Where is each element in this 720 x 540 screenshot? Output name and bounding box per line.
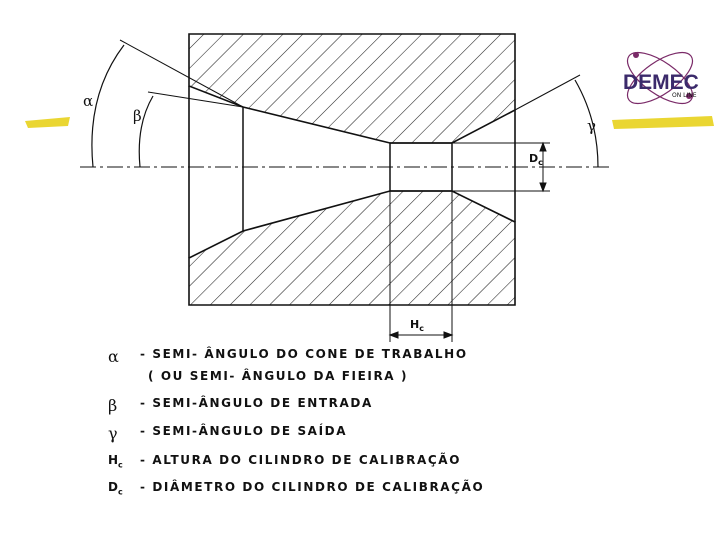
logo-name: DEMEC: [623, 71, 699, 94]
legend-text: - SEMI-ÂNGULO DE ENTRADA: [140, 396, 373, 410]
legend-symbol: $H_c$: [108, 453, 123, 470]
hc-label: $H_c$: [410, 318, 424, 333]
legend-text: - SEMI- ÂNGULO DO CONE DE TRABALHO: [140, 347, 468, 361]
legend-symbol: $D_c$: [108, 480, 123, 497]
legend-text-continuation: ( OU SEMI- ÂNGULO DA FIEIRA ): [148, 369, 409, 383]
die-upper-section: [189, 34, 515, 143]
legend-text: - ALTURA DO CILINDRO DE CALIBRAÇÃO: [140, 453, 461, 467]
legend-text: - SEMI-ÂNGULO DE SAÍDA: [140, 424, 348, 438]
gamma-label: γ: [587, 117, 596, 135]
legend-symbol: γ: [108, 424, 118, 443]
dc-label: $D_c$: [529, 152, 543, 167]
alpha-label: α: [83, 92, 94, 110]
demec-logo: [620, 43, 701, 113]
legend-text: - DIÂMETRO DO CILINDRO DE CALIBRAÇÃO: [140, 480, 485, 494]
alpha-arc: [92, 45, 124, 167]
beta-label: β: [133, 107, 142, 125]
highlight-stroke-right: [612, 116, 714, 129]
legend-symbol: β: [108, 396, 118, 415]
die-lower-section: [189, 191, 515, 305]
logo-tagline: ON LINE: [672, 92, 697, 99]
logo-dot: [633, 52, 639, 58]
highlight-stroke-left: [25, 117, 70, 128]
legend-symbol: α: [108, 347, 119, 366]
